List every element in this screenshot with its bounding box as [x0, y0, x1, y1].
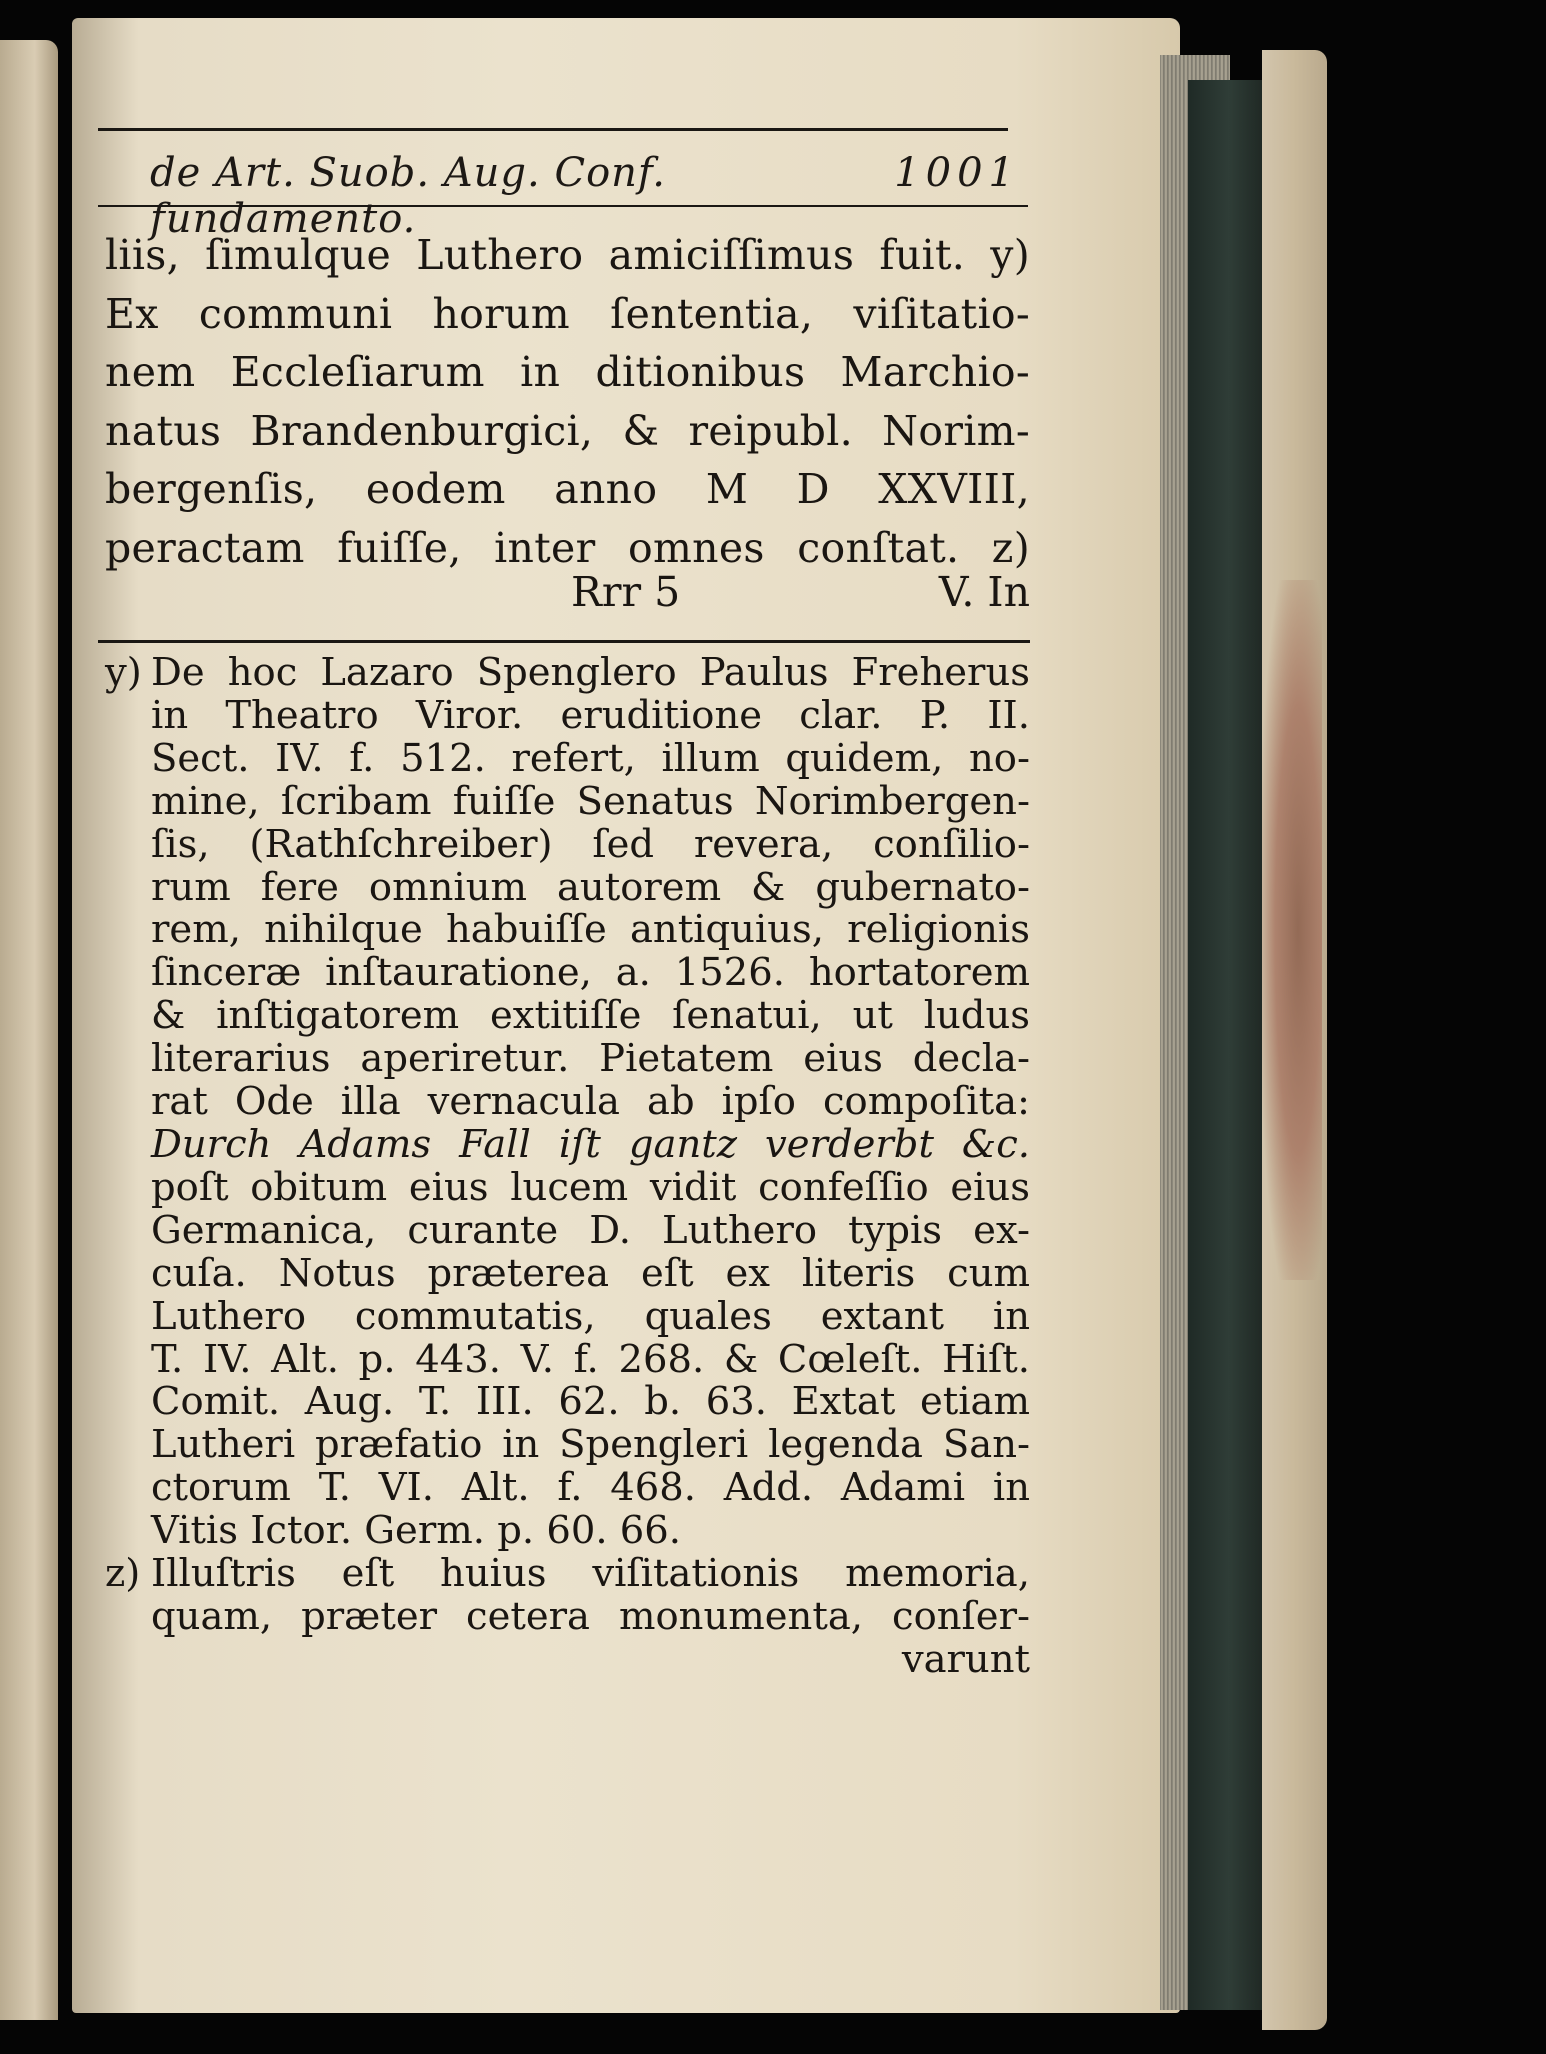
footnote-line: mine, ſcribam fuiſſe Senatus Norimbergen-	[151, 778, 1030, 824]
footnote-catchword: varunt	[901, 1636, 1030, 1682]
footnote-line: Luthero commutatis, quales extant in	[151, 1293, 1030, 1339]
page-number: 1001	[894, 150, 1020, 196]
footnote-line: cuſa. Notus præterea eſt ex literis cum	[151, 1250, 1030, 1296]
header-bottom-rule	[98, 205, 1028, 207]
footnote-line: quam, præter cetera monumenta, conſer-	[151, 1593, 1030, 1639]
main-line: natus Brandenburgici, & reipubl. Norim-	[105, 406, 1030, 455]
footnote-line: ſinceræ inſtauratione, a. 1526. hortatorem	[151, 950, 1030, 996]
main-line: nem Eccleſiarum in ditionibus Marchio-	[105, 348, 1030, 396]
main-text	[105, 226, 1030, 577]
cover-stain	[1262, 580, 1322, 1280]
footnote-line: Lutheri præfatio in Spengleri legenda San-	[151, 1422, 1030, 1468]
footnote-marker: z)	[105, 1551, 141, 1597]
footnote-line: in Theatro Viror. eruditione clar. P. II.	[151, 692, 1030, 738]
main-line: bergenſis, eodem anno M D XXVIII,	[105, 465, 1030, 513]
signature-mark: Rrr 5	[571, 568, 681, 616]
footnote-line: Germanica, curante D. Luthero typis ex-	[151, 1207, 1030, 1253]
footnote-line: Comit. Aug. T. III. 62. b. 63. Extat etiam	[151, 1379, 1030, 1425]
footnote-line: ctorum T. VI. Alt. f. 468. Add. Adami in	[151, 1465, 1030, 1511]
footnote-line: & inſtigatorem extitiſſe ſenatui, ut ludus	[151, 993, 1030, 1039]
footnote-italic-line: Durch Adams Fall iſt gantz verderbt &c.	[151, 1121, 1030, 1167]
catchword: V. In	[938, 568, 1030, 616]
footnotes	[105, 652, 1030, 1682]
footnote-line: Sect. IV. f. 512. refert, illum quidem, no-	[151, 735, 1030, 781]
running-title: de Art. Suob. Aug. Conf. fundamento.	[150, 150, 667, 242]
footnote-z-first-line	[105, 1553, 1030, 1596]
footnote-line: literarius aperiretur. Pietatem eius decla-	[151, 1036, 1030, 1082]
book-edge-dark	[1188, 80, 1270, 2010]
footnote-line: poſt obitum eius lucem vidit confeſſio eius	[151, 1164, 1030, 1210]
footnote-line: Vitis Ictor. Germ. p. 60. 66.	[151, 1508, 682, 1554]
footnote-y-first-line	[105, 652, 1030, 695]
main-line: Ex communi horum ſententia, viſitatio-	[105, 289, 1030, 338]
footnote-line: T. IV. Alt. p. 443. V. f. 268. & Cœleſt. Hiſt.	[151, 1336, 1030, 1382]
header-top-rule	[98, 128, 1008, 131]
footnote-text: De hoc Lazaro Spenglero Paulus Freherus	[151, 650, 1030, 695]
footnote-line: rum fere omnium autorem & gubernato-	[151, 864, 1030, 910]
footnote-marker: y)	[105, 650, 142, 695]
footnote-rule	[98, 640, 1030, 643]
footnote-text: Illuſtris eſt huius viſitationis memoria,	[151, 1551, 1030, 1597]
footnote-line: rem, nihilque habuiſſe antiquius, religionis	[151, 907, 1030, 953]
left-page-edge	[0, 40, 58, 2020]
main-line: peractam fuiſſe, inter omnes conſtat. z)	[105, 523, 1030, 572]
footnote-line: ſis, (Rathſchreiber) ſed revera, conſilio-	[151, 821, 1030, 867]
footnote-line: rat Ode illa vernacula ab ipſo compoſita:	[151, 1079, 1030, 1125]
main-line: liis, ſimulque Luthero amiciſſimus fuit. y)	[105, 231, 1030, 279]
